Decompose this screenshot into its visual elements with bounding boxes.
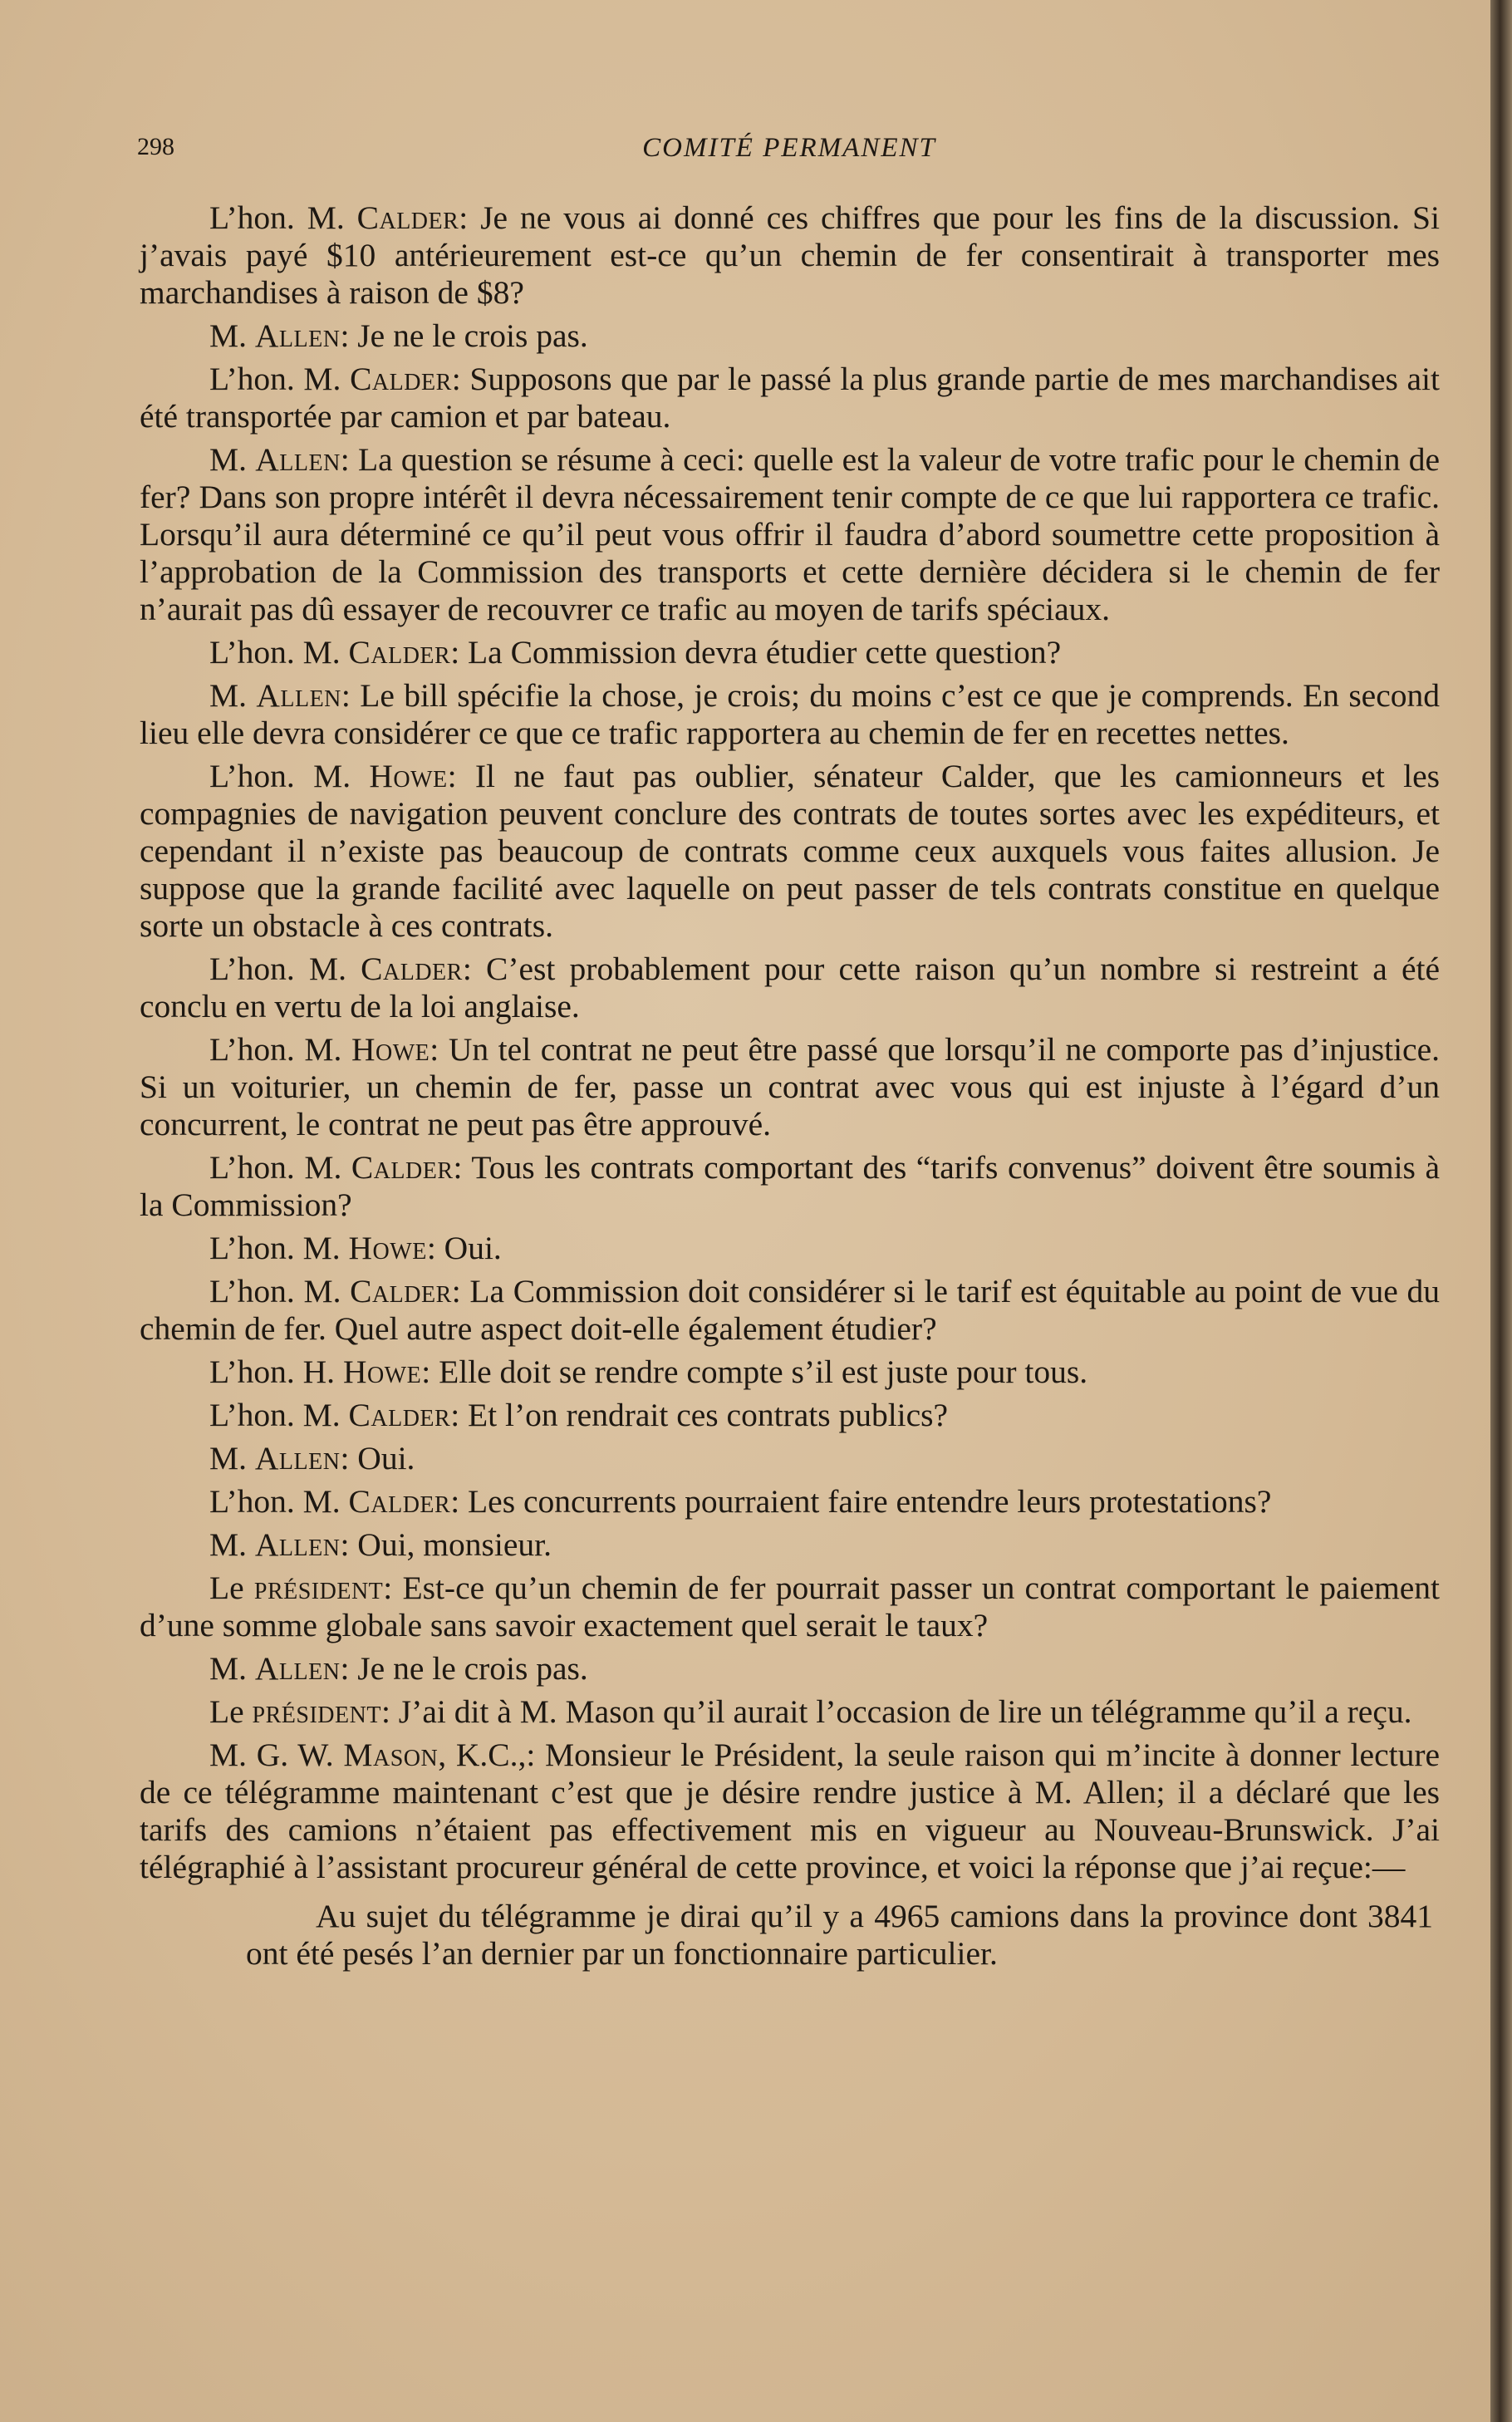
speaker-name: Allen [254,1650,341,1687]
paragraph [140,1031,1440,1143]
speaker-name: Howe [351,1031,430,1068]
paragraph [140,1149,1440,1224]
paragraph-text: : Un tel contrat ne peut être passé que lorsqu’il ne comporte pas d’injustice. Si un voiturier, un chemin de fer, passe un contrat avec vous qui est injuste à l’égard d’un concurrent, le contrat ne peut pas être approuvé. [140,1031,1440,1142]
speaker-name: Allen [254,1526,341,1563]
paragraph-text: : C’est probablement pour cette raison qu’un nombre si restreint a été conclu en vertu de la loi anglaise. [140,951,1441,1024]
speaker-name: Calder [350,1273,452,1309]
speaker-prefix: L’hon. M. [209,1031,351,1068]
speaker-name: Howe [369,758,448,794]
paragraph-text: : La Commission devra étudier cette question? [450,634,1062,671]
paragraph-text: : Oui. [426,1230,502,1266]
page-number: 298 [137,133,174,160]
paragraph [140,1440,1440,1477]
page-header [137,133,1441,174]
speaker-name: Allen [256,677,341,714]
paragraph [140,951,1440,1025]
paragraph [140,1273,1440,1348]
paragraph-text: : Il ne faut pas oublier, sénateur Calder, que les camionneurs et les compagnies de navigation peuvent conclure des contrats de toutes sortes avec les expéditeurs, et cependant il n’existe pas beaucoup de contrats comme ceux auxquels vous faites allusion. Je suppose que la grande facilité avec laquelle on peut passer de tels contrats constitue en quelque sorte un obstacle à ces contrats. [140,758,1441,944]
paragraph-text: : Est-ce qu’un chemin de fer pourrait passer un contrat comportant le paiement d’une somme globale sans savoir exactement quel serait le taux? [140,1570,1440,1643]
speaker-name: Howe [342,1353,422,1390]
speaker-prefix: Le [209,1693,253,1730]
speaker-prefix: L’hon. M. [209,1149,351,1186]
speaker-name: Calder [361,951,463,987]
paragraph [140,1353,1440,1391]
paragraph-text: : La question se résume à ceci: quelle est la valeur de votre trafic pour le chemin de fer? Dans son propre intérêt il devra nécessairement tenir compte de ce que lui rapportera ce trafic. Lorsqu’il aura déterminé ce qu’il peut vous offrir il faudra d’abord soumettre cette proposition à l’approbation de la Commission des transports et cette dernière décidera si le chemin de fer n’aurait pas dû essayer de recouvrer ce trafic au moyen de tarifs spéciaux. [140,441,1441,627]
paragraph-text: : Les concurrents pourraient faire entendre leurs protestations? [450,1483,1272,1520]
speaker-name: Calder [348,1483,451,1520]
speaker-name: président [252,1693,381,1730]
speaker-prefix: M. [209,1526,255,1563]
paragraph [140,1693,1440,1731]
speaker-name: président [253,1570,384,1606]
book-binding-edge [1490,0,1512,2422]
speaker-name: Allen [254,317,341,354]
speaker-prefix: L’hon. M. [209,361,351,397]
paragraph-text: : Le bill spécifie la chose, je crois; du moins c’est ce que je comprends. En second lieu elle devra considérer ce que ce trafic rapportera au chemin de fer en recettes nettes. [140,677,1441,751]
speaker-prefix: L’hon. H. [209,1353,343,1390]
speaker-prefix: L’hon. M. [209,634,349,671]
speaker-name: Allen [255,441,341,478]
paragraph-text: : Oui, monsieur. [340,1526,552,1563]
paragraph [140,441,1440,628]
paragraph [140,1483,1440,1521]
paragraph-text: : Supposons que par le passé la plus grande partie de mes marchandises ait été transportée par camion et par bateau. [140,361,1440,435]
paragraph-text: : Je ne vous ai donné ces chiffres que pour les fins de la discussion. Si j’avais payé $10 antérieurement est-ce qu’un chemin de fer consentirait à transporter mes marchandises à raison de $8? [140,199,1440,311]
speaker-prefix: M. [209,1650,255,1687]
quoted-telegram: Au sujet du télégramme je dirai qu’il y a 4965 camions dans la province dont 3841 ont été pesés l’an dernier par un fonctionnaire particulier. [246,1898,1433,1972]
speaker-name: Calder [356,199,459,236]
speaker-prefix: M. G. W. [209,1737,344,1773]
paragraph [140,677,1440,752]
speaker-name: Calder [348,634,451,671]
paragraph-text: : J’ai dit à M. Mason qu’il aurait l’occasion de lire un télégramme qu’il a reçu. [380,1693,1412,1730]
speaker-prefix: L’hon. M. [209,1483,349,1520]
paragraph [140,1737,1440,1886]
paragraph-text: : Et l’on rendrait ces contrats publics? [450,1397,949,1433]
speaker-prefix: M. [209,1440,255,1476]
speaker-name: Howe [348,1230,427,1266]
paragraph [140,1230,1440,1267]
speaker-prefix: L’hon. M. [209,1273,351,1309]
paragraph-text: : Oui. [340,1440,415,1476]
speaker-prefix: M. [209,441,256,478]
paragraph [140,1650,1440,1688]
paragraph [140,199,1440,312]
running-head: COMITÉ PERMANENT [642,133,936,163]
paragraph-text: : Elle doit se rendre compte s’il est juste pour tous. [421,1353,1088,1390]
speaker-prefix: Le [209,1570,254,1606]
speaker-prefix: L’hon. M. [209,199,357,236]
paragraph [140,317,1440,355]
paragraph [140,361,1440,435]
paragraph-text: : Je ne le crois pas. [340,317,588,354]
speaker-prefix: L’hon. M. [209,758,370,794]
speaker-prefix: L’hon. M. [209,951,361,987]
speaker-prefix: L’hon. M. [209,1397,349,1433]
paragraph-text: : Tous les contrats comportant des “tarifs convenus” doivent être soumis à la Commission? [140,1149,1440,1223]
paragraph [140,758,1440,945]
page-body [140,199,1440,1972]
paragraph [140,634,1440,671]
speaker-prefix: M. [209,677,257,714]
paragraph [140,1397,1440,1434]
paragraph [140,1526,1440,1564]
speaker-name: Calder [350,361,452,397]
speaker-prefix: M. [209,317,255,354]
speaker-name: Mason [343,1737,439,1773]
paragraph-text: , K.C.,: Monsieur le Président, la seule raison qui m’incite à donner lecture de ce télégramme maintenant c’est que je désire rendre justice à M. Allen; il a déclaré que les tarifs des camions n’étaient pas effectivement mis en vigueur au Nouveau-Brunswick. J’ai télégraphié à l’assistant procureur général de cette province, et voici la réponse que j’ai reçue:— [140,1737,1441,1885]
speaker-name: Allen [254,1440,341,1476]
speaker-name: Calder [348,1397,451,1433]
speaker-name: Calder [351,1149,454,1186]
paragraph [140,1570,1440,1644]
paragraph-text: : Je ne le crois pas. [340,1650,588,1687]
paragraph-text: : La Commission doit considérer si le tarif est équitable au point de vue du chemin de fer. Quel autre aspect doit-elle également étudier? [140,1273,1440,1347]
speaker-prefix: L’hon. M. [209,1230,349,1266]
